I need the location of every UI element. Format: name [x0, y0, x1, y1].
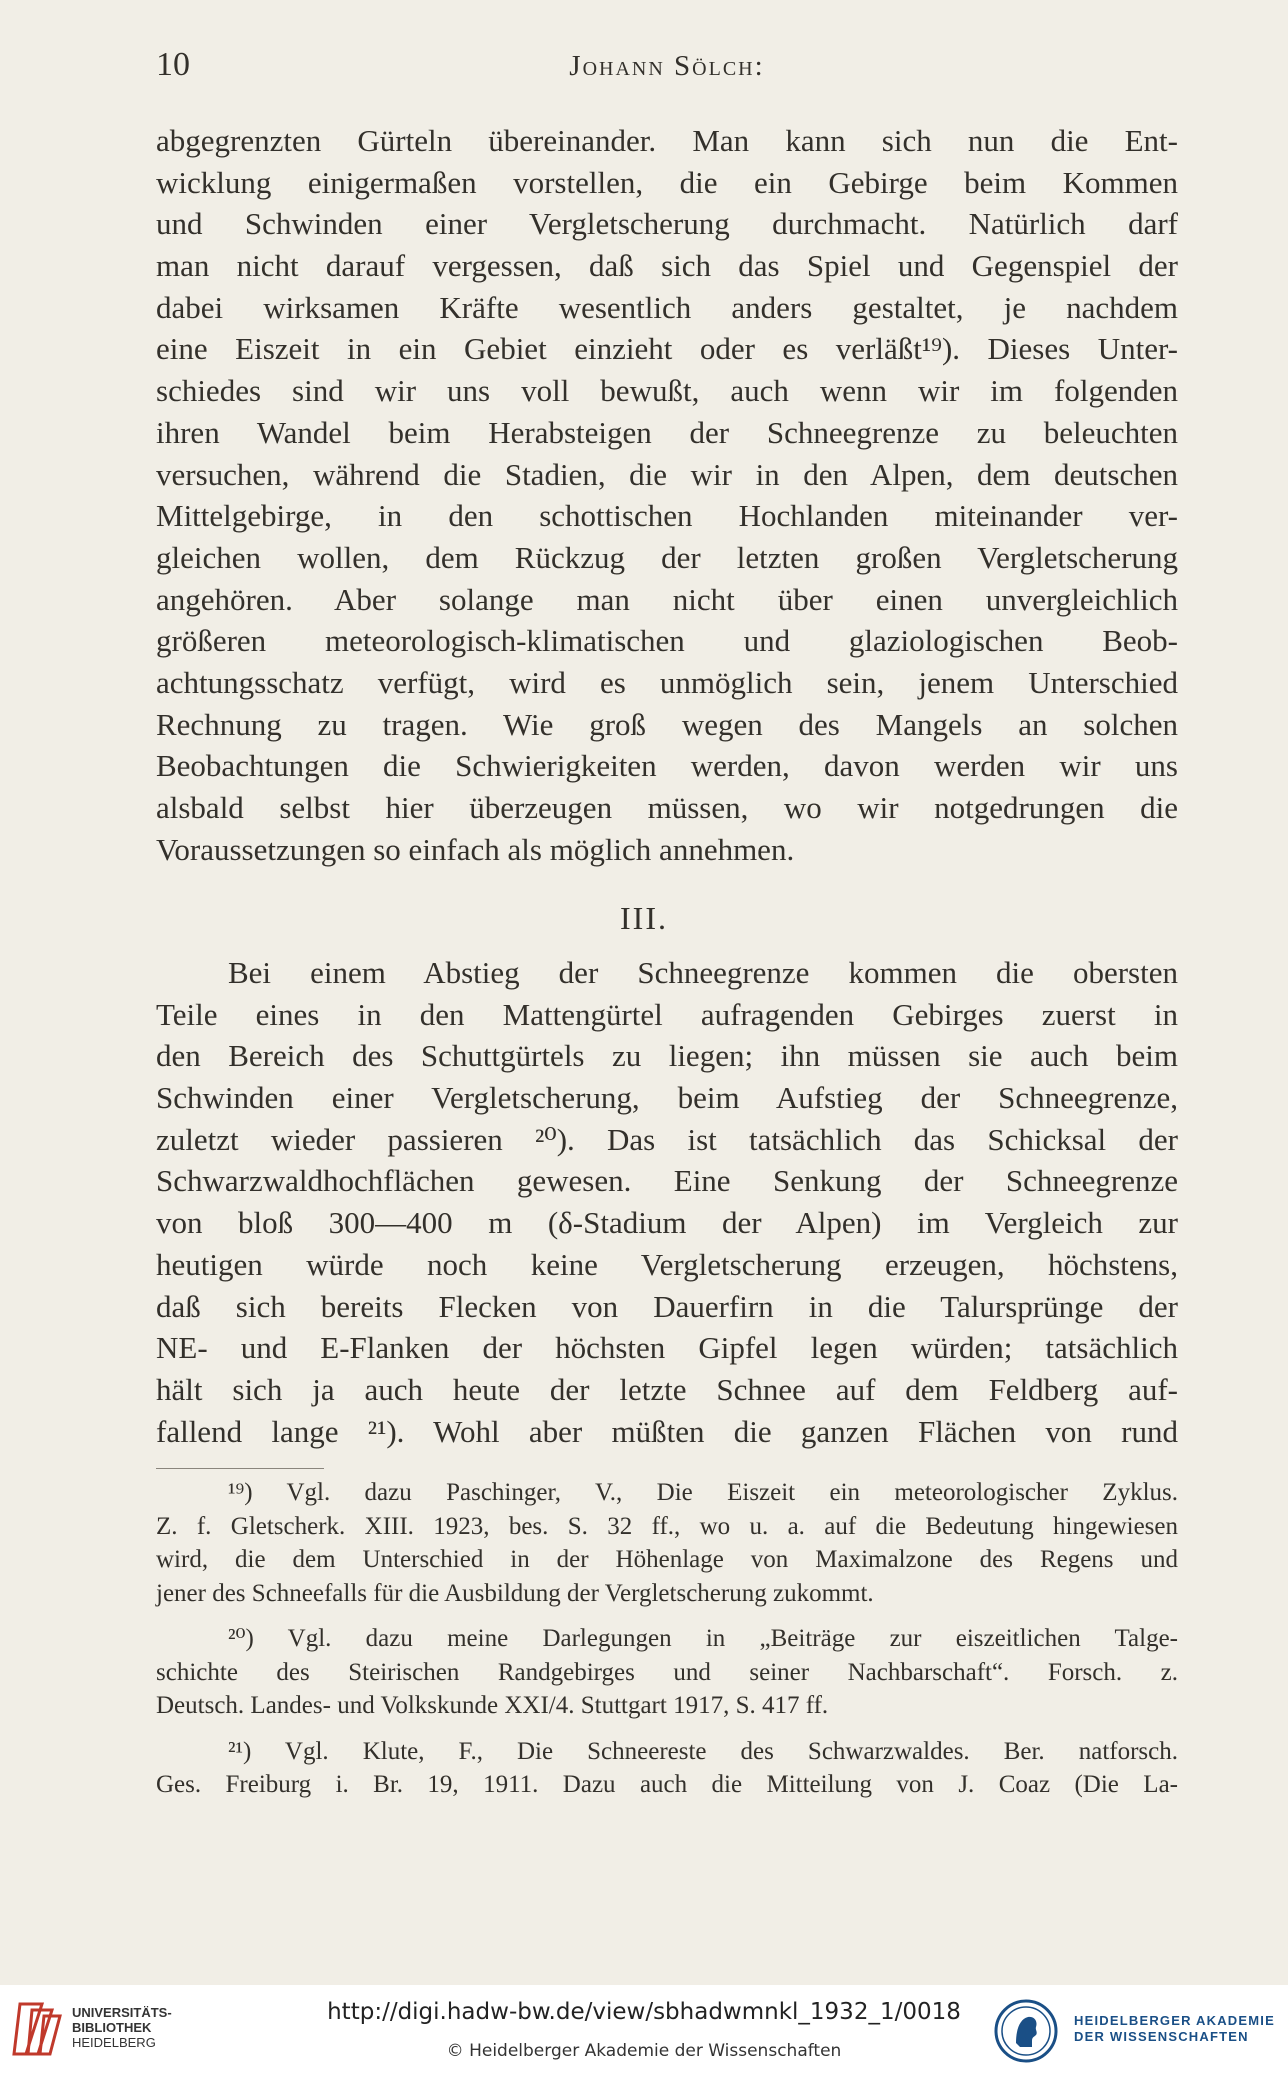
running-head: Johann Sölch: — [569, 50, 765, 82]
paragraph-2 — [156, 952, 1178, 1452]
text-line: fallend lange ²¹). Wohl aber müßten die ganzen Flächen von rund — [156, 1413, 1178, 1449]
footnote-line: schichte des Steirischen Randgebirges und seiner Nachbarschaft“. Forsch. z. — [156, 1658, 1178, 1686]
page-header — [156, 46, 1178, 92]
text-line: wicklung einigermaßen vorstellen, die ein Gebirge beim Kommen — [156, 164, 1178, 200]
text-line: größeren meteorologisch-klimatischen und glaziologischen Beob- — [156, 623, 1178, 659]
footnote-line: ¹⁹) Vgl. dazu Paschinger, V., Die Eiszeit ein meteorologischer Zyklus. — [228, 1479, 1178, 1506]
footnote-rule — [156, 1468, 324, 1469]
text-line: abgegrenzten Gürteln übereinander. Man kann sich nun die Ent- — [156, 123, 1178, 158]
footnote-19 — [156, 1476, 1178, 1610]
section-heading: III. — [620, 900, 668, 936]
footnote-line: ²⁰) Vgl. dazu meine Darlegungen in „Beiträge zur eiszeitlichen Talge- — [228, 1625, 1178, 1652]
footnote-line: wird, die dem Unterschied in der Höhenlage von Maximalzone des Regens und — [156, 1546, 1178, 1573]
footnote-line: Ges. Freiburg i. Br. 19, 1911. Dazu auch die Mitteilung von J. Coaz (Die La- — [156, 1771, 1178, 1798]
text-line: schiedes sind wir uns voll bewußt, auch wenn wir im folgenden — [156, 373, 1178, 409]
text-line: zuletzt wieder passieren ²⁰). Das ist tatsächlich das Schicksal der — [156, 1121, 1178, 1157]
viewer-footer — [0, 1985, 1288, 2079]
text-line: gleichen wollen, dem Rückzug der letzten großen Vergletscherung — [156, 539, 1178, 575]
source-url-link[interactable]: http://digi.hadw-bw.de/view/sbhadwmnkl_1932_1/0018 — [327, 1999, 961, 2025]
copyright-text: © Heidelberger Akademie der Wissenschaften — [446, 2041, 842, 2061]
text-line: und Schwinden einer Vergletscherung durchmacht. Natürlich darf — [156, 206, 1178, 242]
text-line: versuchen, während die Stadien, die wir in den Alpen, dem deutschen — [156, 456, 1178, 492]
text-line: Mittelgebirge, in den schottischen Hochlanden miteinander ver- — [156, 498, 1178, 534]
text-line: von bloß 300—400 m (δ-Stadium der Alpen) im Vergleich zur — [156, 1205, 1178, 1241]
text-line: angehören. Aber solange man nicht über einen unvergleichlich — [156, 581, 1178, 617]
text-line: alsbald selbst hier überzeugen müssen, wo wir notgedrungen die — [156, 790, 1178, 825]
text-line: Schwinden einer Vergletscherung, beim Aufstieg der Schneegrenze, — [156, 1080, 1178, 1116]
footnote-20 — [156, 1622, 1178, 1723]
footnote-line: Z. f. Gletscherk. XIII. 1923, bes. S. 32 ff., wo u. a. auf die Bedeutung hingewiesen — [156, 1512, 1178, 1540]
text-line: NE- und E-Flanken der höchsten Gipfel legen würden; tatsächlich — [156, 1330, 1178, 1366]
text-line: hält sich ja auch heute der letzte Schnee auf dem Feldberg auf- — [156, 1371, 1178, 1407]
footnote-line: Deutsch. Landes- und Volkskunde XXI/4. Stuttgart 1917, S. 417 ff. — [156, 1692, 829, 1719]
footnote-21 — [156, 1735, 1178, 1802]
text-line: dabei wirksamen Kräfte wesentlich anders gestaltet, je nachdem — [156, 289, 1178, 325]
text-line: Beobachtungen die Schwierigkeiten werden, davon werden wir uns — [156, 748, 1178, 784]
paragraph-1 — [156, 120, 1178, 870]
page-number: 10 — [156, 46, 190, 83]
text-line: Schwarzwaldhochflächen gewesen. Eine Senkung der Schneegrenze — [156, 1163, 1178, 1199]
text-line: man nicht darauf vergessen, daß sich das Spiel und Gegenspiel der — [156, 248, 1178, 284]
footnote-line: ²¹) Vgl. Klute, F., Die Schneereste des Schwarzwaldes. Ber. natforsch. — [228, 1737, 1178, 1765]
footnote-line: jener des Schneefalls für die Ausbildung der Vergletscherung zukommt. — [156, 1579, 874, 1607]
text-line: eine Eiszeit in ein Gebiet einzieht oder es verläßt¹⁹). Dieses Unter- — [156, 331, 1178, 367]
footnotes — [156, 1476, 1178, 1802]
text-line: ihren Wandel beim Herabsteigen der Schneegrenze zu beleuchten — [156, 414, 1178, 450]
text-line: den Bereich des Schuttgürtels zu liegen; ihn müssen sie auch beim — [156, 1038, 1178, 1074]
text-line: Bei einem Abstieg der Schneegrenze kommen die obersten — [228, 955, 1178, 990]
text-line: heutigen würde noch keine Vergletscherung erzeugen, höchstens, — [156, 1246, 1178, 1282]
text-line: daß sich bereits Flecken von Dauerfirn in die Talursprünge der — [156, 1288, 1178, 1324]
text-line: Teile eines in den Mattengürtel aufragenden Gebirges zuerst in — [156, 996, 1178, 1032]
academy-seal-icon[interactable] — [994, 1999, 1058, 2063]
text-line: Voraussetzungen so einfach als möglich annehmen. — [156, 831, 795, 867]
academy-name[interactable]: HEIDELBERGER AKADEMIE DER WISSENSCHAFTEN — [1074, 2013, 1275, 2044]
text-line: achtungsschatz verfügt, wird es unmöglich sein, jenem Unterschied — [156, 664, 1178, 700]
text-line: Rechnung zu tragen. Wie groß wegen des Mangels an solchen — [156, 706, 1178, 742]
university-library-name[interactable]: UNIVERSITÄTS- BIBLIOTHEK HEIDELBERG — [72, 2005, 172, 2050]
